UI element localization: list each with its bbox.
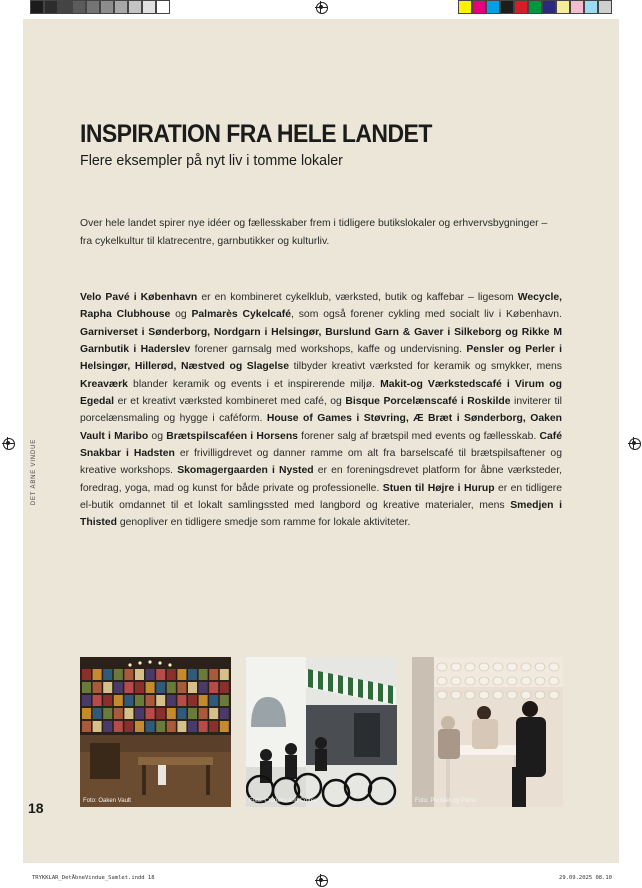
- calibration-swatch: [542, 0, 556, 14]
- body-text-run: blander keramik og events i et inspirerende miljø.: [127, 378, 381, 390]
- calibration-swatch: [156, 0, 170, 14]
- venue-name: House of Games i Støvring, Æ Bræt i Sønderborg, Oaken Vault i Maribo: [80, 413, 563, 442]
- body-text-run: forener salg af brætspil med events og fællesskab.: [297, 430, 540, 442]
- body-text-run: er frivilligdrevet og danner ramme om alt fra barselscafé til brætspilsaftener og kreative workshops.: [80, 448, 562, 477]
- venue-name: Kreaværk: [80, 378, 128, 390]
- calibration-swatch: [100, 0, 114, 14]
- registration-mark-bottom-icon: [315, 874, 327, 886]
- venue-name: Smedjen i Thisted: [80, 500, 562, 529]
- body-text-run: forener garnsalg med workshops, kaffe og undervisning.: [190, 344, 467, 356]
- calibration-swatch: [486, 0, 500, 14]
- venue-name: Bisque Porcelænscafé i Roskilde: [345, 396, 511, 408]
- venue-name: Wecycle, Rapha Clubhouse: [80, 292, 563, 321]
- calibration-swatch: [472, 0, 486, 14]
- body-text-run: er en kombineret cykelklub, værksted, butik og kaffebar – ligesom: [197, 292, 518, 303]
- calibration-swatch: [556, 0, 570, 14]
- photo-pottery-cafe: [412, 657, 563, 807]
- slug-date-info: 29.09.2025 08.10: [559, 875, 612, 881]
- photo-cycling-cafe: [246, 657, 397, 807]
- page: [23, 19, 619, 863]
- photo-credit: Foto: Oaken Vault: [83, 798, 131, 804]
- calibration-swatch: [584, 0, 598, 14]
- photo-credit: Foto: Crankks and Coffee: [249, 798, 318, 804]
- venue-name: Garniverset i Sønderborg, Nordgarn i Helsingør, Burslund Garn & Gaver i Silkeborg og Rikke M Garnbutik i Haderslev: [80, 326, 562, 356]
- venue-name: Brætspilscaféen i Horsens: [166, 430, 298, 442]
- body-text-run: er en foreningsdrevet platform for åbne værksteder, foredrag, yoga, mad og kunst for både private og professionelle.: [80, 465, 562, 494]
- color-calibration-bar: [458, 0, 612, 14]
- page-title: INSPIRATION FRA HELE LANDET: [80, 120, 432, 148]
- calibration-swatch: [514, 0, 528, 14]
- side-label: DET ÅBNE VINDUE: [31, 439, 37, 506]
- photo-game-shop: [80, 657, 231, 807]
- game-shop-image: [80, 657, 231, 807]
- calibration-swatch: [72, 0, 86, 14]
- body-text-run: tilbyder kreativt værksted for keramik og smykker, mens: [288, 361, 562, 373]
- body-text-run: , som også forener cykling med socialt liv i København.: [291, 309, 562, 321]
- body-text-run: genopliver en tidligere smedje som ramme for lokale aktiviteter.: [116, 517, 411, 529]
- registration-mark-left-icon: [2, 437, 14, 449]
- body-text-run: er et kreativt værksted kombineret med café, og: [114, 396, 346, 408]
- calibration-swatch: [598, 0, 612, 14]
- slug-file-info: TRYKKLAR_DetÅbneVindue_Samlet.indd 18: [32, 875, 155, 881]
- calibration-swatch: [500, 0, 514, 14]
- calibration-swatch: [30, 0, 44, 14]
- calibration-swatch: [114, 0, 128, 14]
- calibration-swatch: [458, 0, 472, 14]
- venue-name: Palmarès Cykelcafé: [191, 309, 292, 321]
- venue-name: Café Snakbar i Hadsten: [80, 430, 562, 460]
- cycling-cafe-image: [246, 657, 397, 807]
- venue-name: Velo Pavé i København: [80, 292, 198, 303]
- body-text-run: er en tidligere el-butik omdannet til et lokalt samlingssted med langbord og kreative materialer, mens: [80, 482, 562, 512]
- registration-mark-right-icon: [628, 437, 640, 449]
- registration-mark-top-icon: [315, 1, 327, 13]
- venue-name: Makit-og Værkstedscafé i Virum og Egedal: [80, 378, 562, 408]
- body-text-run: og: [148, 430, 167, 442]
- calibration-swatch: [528, 0, 542, 14]
- calibration-swatch: [86, 0, 100, 14]
- intro-paragraph: Over hele landet spirer nye idéer og fællesskaber frem i tidligere butikslokaler og erhvervsbygninger – fra cykelkultur til klatrecentre, garnbutikker og kulturliv.: [80, 218, 548, 247]
- calibration-swatch: [570, 0, 584, 14]
- calibration-swatch: [128, 0, 142, 14]
- venue-name: Pensler og Perler i Helsingør, Hillerød, Næstved og Slagelse: [80, 344, 562, 373]
- page-number: 18: [28, 800, 44, 816]
- venue-name: Stuen til Højre i Hurup: [382, 482, 495, 494]
- body-paragraph: [80, 289, 562, 532]
- venue-name: Skomagergaarden i Nysted: [177, 465, 314, 477]
- page-subtitle: Flere eksempler på nyt liv i tomme lokaler: [80, 152, 343, 169]
- gray-calibration-bar: [30, 0, 170, 14]
- photo-credit: Foto: Pensler og Perler: [415, 798, 477, 804]
- calibration-swatch: [44, 0, 58, 14]
- body-text-run: og: [170, 309, 192, 321]
- calibration-swatch: [58, 0, 72, 14]
- calibration-swatch: [142, 0, 156, 14]
- body-text-run: inviterer til porcelænsmaling og hygge i caféform.: [80, 396, 562, 425]
- pottery-cafe-image: [412, 657, 563, 807]
